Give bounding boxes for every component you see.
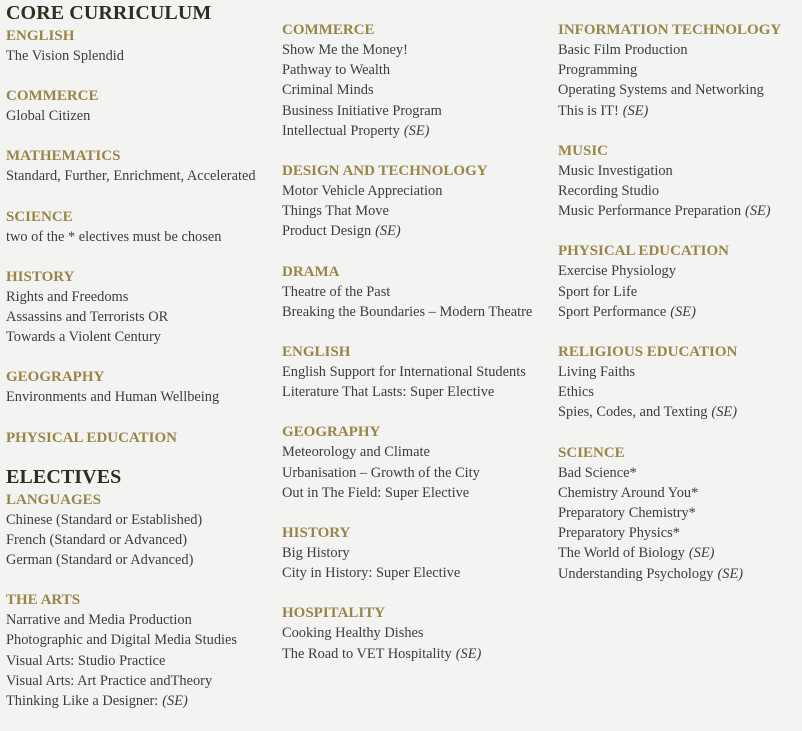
course-title: Intellectual Property [282, 122, 400, 139]
section-heading: PHYSICAL EDUCATION [558, 243, 729, 260]
course-list [6, 287, 276, 348]
course-list [282, 623, 554, 663]
super-elective-marker: (SE) [688, 545, 715, 562]
section-heading: MATHEMATICS [6, 148, 121, 165]
course-item [282, 442, 554, 462]
course-title: Breaking the Boundaries – Modern Theatre [282, 303, 533, 320]
course-title: Out in The Field: Super Elective [282, 484, 470, 501]
course-list [282, 40, 554, 141]
course-item [282, 221, 554, 241]
course-item [6, 227, 276, 247]
electives-column-3 [558, 20, 802, 584]
electives-title: ELECTIVES [6, 465, 122, 488]
course-title: Towards a Violent Century [6, 329, 161, 346]
column-left [6, 0, 276, 731]
course-item [282, 121, 554, 141]
course-item [6, 691, 276, 711]
course-item [6, 287, 276, 307]
course-item [282, 60, 554, 80]
course-list [6, 166, 276, 186]
super-elective-marker: (SE) [375, 223, 401, 240]
course-list [6, 610, 276, 711]
course-item [6, 327, 276, 347]
electives-column-1 [6, 490, 276, 712]
course-title: Things That Move [282, 203, 389, 220]
course-title: Product Design [282, 223, 372, 240]
course-item [558, 402, 802, 422]
course-title: Global Citizen [6, 108, 91, 125]
course-title: Narrative and Media Production [6, 612, 192, 629]
course-title: Cooking Healthy Dishes [282, 625, 424, 642]
course-list [558, 161, 802, 222]
section-science [6, 207, 276, 247]
super-elective-marker: (SE) [455, 645, 482, 662]
course-title: Preparatory Chemistry* [558, 505, 696, 522]
course-list [6, 46, 276, 66]
section-religious-education [558, 342, 802, 423]
course-item [558, 503, 802, 523]
course-title: Criminal Minds [282, 82, 374, 99]
course-title: Chinese (Standard or Established) [6, 511, 203, 528]
course-item [558, 483, 802, 503]
course-item [6, 46, 276, 66]
course-title: Photographic and Digital Media Studies [6, 632, 238, 649]
course-title: Spies, Codes, and Texting [558, 404, 708, 421]
course-title: Music Performance Preparation [558, 203, 742, 220]
course-title: Visual Arts: Art Practice andTheory [6, 672, 213, 689]
course-title: Environments and Human Wellbeing [6, 389, 220, 406]
course-item [558, 161, 802, 181]
course-list [6, 387, 276, 407]
section-heading: HISTORY [6, 268, 75, 285]
course-item [558, 60, 802, 80]
course-title: Standard, Further, Enrichment, Accelerated [6, 168, 256, 185]
course-list [282, 282, 554, 322]
course-list [282, 181, 554, 242]
section-languages [6, 490, 276, 571]
column-right [558, 20, 802, 604]
course-list [558, 40, 802, 121]
course-item [282, 362, 554, 382]
section-drama [282, 262, 554, 322]
course-item [6, 510, 276, 530]
section-history [6, 267, 276, 348]
course-title: Urbanisation – Growth of the City [282, 464, 480, 481]
course-title: Show Me the Money! [282, 42, 408, 58]
course-title: Ethics [558, 384, 594, 401]
course-title: Bad Science* [558, 464, 637, 481]
course-item [282, 302, 554, 322]
course-title: Recording Studio [558, 183, 660, 200]
course-item [558, 181, 802, 201]
course-item [282, 483, 554, 503]
section-science [558, 443, 802, 584]
section-physical-education [6, 428, 276, 448]
section-heading: MUSIC [558, 142, 609, 159]
section-heading: DRAMA [282, 263, 340, 280]
course-item [558, 282, 802, 302]
section-heading: INFORMATION TECHNOLOGY [558, 22, 782, 38]
course-item [282, 543, 554, 563]
section-mathematics [6, 146, 276, 186]
course-title: Business Initiative Program [282, 102, 442, 119]
course-title: Big History [282, 545, 350, 562]
course-item [558, 362, 802, 382]
course-title: Meteorology and Climate [282, 444, 430, 461]
course-title: Literature That Lasts: Super Elective [282, 384, 495, 401]
section-heading: COMMERCE [6, 88, 99, 105]
course-list [6, 227, 276, 247]
course-title: Operating Systems and Networking [558, 82, 764, 99]
electives-column-2 [282, 20, 554, 664]
course-title: Rights and Freedoms [6, 288, 129, 305]
section-heading: DESIGN AND TECHNOLOGY [282, 163, 488, 180]
course-title: The World of Biology [558, 545, 685, 562]
course-title: English Support for International Students [282, 364, 526, 381]
super-elective-marker: (SE) [717, 565, 744, 582]
course-item [282, 201, 554, 221]
course-title: Thinking Like a Designer: [6, 693, 159, 710]
course-title: The Road to VET Hospitality [282, 645, 452, 662]
section-heading: PHYSICAL EDUCATION [6, 429, 177, 446]
course-title: City in History: Super Elective [282, 565, 461, 582]
course-item [282, 40, 554, 60]
section-physical-education [558, 241, 802, 322]
section-the-arts [6, 590, 276, 711]
course-title: two of the * electives must be chosen [6, 228, 222, 245]
section-heading: SCIENCE [6, 208, 73, 225]
course-item [6, 550, 276, 570]
course-title: German (Standard or Advanced) [6, 552, 194, 569]
course-list [6, 106, 276, 126]
course-item [282, 282, 554, 302]
section-commerce [6, 86, 276, 126]
super-elective-marker: (SE) [622, 102, 649, 119]
course-item [6, 530, 276, 550]
course-item [558, 80, 802, 100]
section-design-and-technology [282, 161, 554, 242]
section-heading: GEOGRAPHY [6, 369, 105, 386]
section-history [282, 523, 554, 583]
course-title: Understanding Psychology [558, 565, 714, 582]
core-sections [6, 26, 276, 448]
course-title: Assassins and Terrorists OR [6, 309, 169, 326]
course-item [558, 463, 802, 483]
course-item [6, 671, 276, 691]
section-commerce [282, 20, 554, 141]
course-title: This is IT! [558, 102, 619, 119]
course-item [282, 181, 554, 201]
course-item [6, 630, 276, 650]
section-geography [282, 422, 554, 503]
electives-block [6, 466, 276, 712]
section-heading: ENGLISH [6, 28, 75, 44]
course-item [6, 651, 276, 671]
course-item [282, 563, 554, 583]
course-title: Music Investigation [558, 162, 673, 179]
section-english [6, 26, 276, 66]
section-heading: COMMERCE [282, 22, 375, 38]
super-elective-marker: (SE) [162, 693, 188, 710]
course-title: French (Standard or Advanced) [6, 531, 188, 548]
course-item [6, 307, 276, 327]
section-heading: LANGUAGES [6, 491, 102, 508]
course-item [558, 201, 802, 221]
course-list [558, 261, 802, 322]
course-list [6, 510, 276, 571]
course-title: Programming [558, 62, 638, 79]
course-item [282, 101, 554, 121]
super-elective-marker: (SE) [403, 122, 430, 139]
section-heading: ENGLISH [282, 344, 351, 361]
course-title: Preparatory Physics* [558, 525, 680, 542]
course-title: Sport for Life [558, 283, 638, 300]
course-item [558, 382, 802, 402]
course-item [282, 463, 554, 483]
super-elective-marker: (SE) [670, 303, 696, 320]
section-geography [6, 367, 276, 407]
course-item [558, 302, 802, 322]
course-item [558, 523, 802, 543]
course-title: Sport Performance [558, 303, 667, 320]
course-title: Visual Arts: Studio Practice [6, 652, 166, 669]
section-information-technology [558, 20, 802, 121]
core-curriculum-title: CORE CURRICULUM [6, 2, 212, 24]
course-item [558, 261, 802, 281]
section-english [282, 342, 554, 402]
course-item [282, 382, 554, 402]
section-heading: SCIENCE [558, 444, 625, 461]
course-list [282, 543, 554, 583]
course-item [558, 543, 802, 563]
course-item [558, 564, 802, 584]
course-title: Motor Vehicle Appreciation [282, 183, 443, 200]
course-list [558, 362, 802, 423]
course-title: Exercise Physiology [558, 263, 676, 280]
course-title: Pathway to Wealth [282, 62, 391, 79]
section-heading: THE ARTS [6, 592, 81, 609]
course-list [282, 362, 554, 402]
course-item [282, 80, 554, 100]
super-elective-marker: (SE) [711, 404, 737, 421]
course-title: The Vision Splendid [6, 48, 124, 64]
course-title: Theatre of the Past [282, 283, 391, 300]
course-item [6, 387, 276, 407]
super-elective-marker: (SE) [745, 203, 771, 220]
course-item [282, 623, 554, 643]
course-item [282, 644, 554, 664]
section-heading: GEOGRAPHY [282, 424, 381, 441]
section-hospitality [282, 603, 554, 663]
course-title: Living Faiths [558, 364, 636, 381]
course-item [558, 101, 802, 121]
course-item [6, 166, 276, 186]
section-music [558, 141, 802, 222]
course-item [6, 106, 276, 126]
course-title: Basic Film Production [558, 42, 688, 58]
course-item [558, 40, 802, 60]
section-heading: RELIGIOUS EDUCATION [558, 344, 738, 361]
section-heading: HOSPITALITY [282, 605, 386, 622]
section-heading: HISTORY [282, 525, 351, 542]
column-middle [282, 20, 554, 684]
course-list [282, 442, 554, 503]
course-title: Chemistry Around You* [558, 484, 699, 501]
course-list [558, 463, 802, 584]
course-item [6, 610, 276, 630]
